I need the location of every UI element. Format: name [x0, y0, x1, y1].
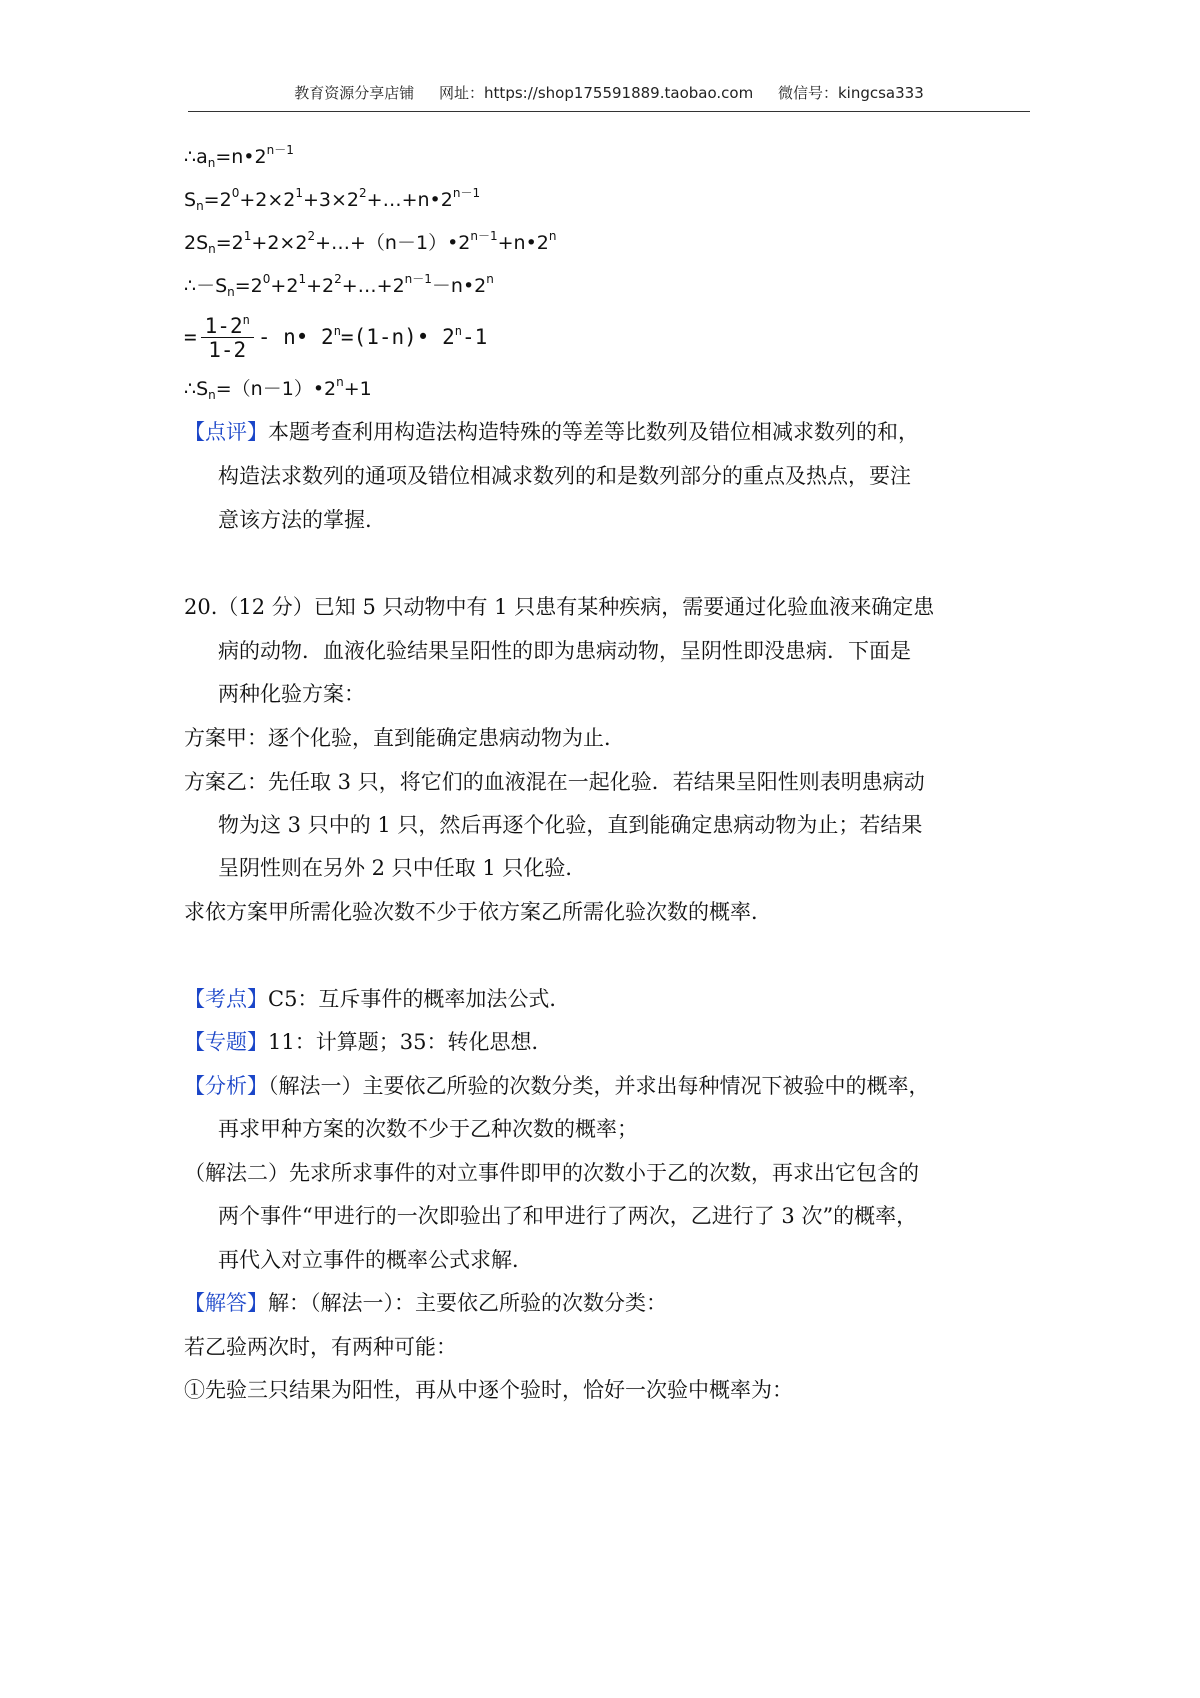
- formula-an: $\therefore a_n=n•2^{n-1}$: [184, 143, 294, 170]
- jieda-line-1: 【解答】解：（解法一）：主要依乙所验的次数分类：: [184, 1291, 667, 1315]
- fenxi-line-1: 【分析】（解法一）主要依乙所验的次数分类，并求出每种情况下被验中的概率，: [184, 1074, 930, 1098]
- plan-a: 方案甲：逐个化验，直到能确定患病动物为止．: [184, 726, 625, 750]
- comment-tag: 【点评】: [184, 420, 268, 444]
- question-20-line-2: 病的动物．血液化验结果呈阳性的即为患病动物，呈阴性即没患病．下面是: [218, 639, 911, 663]
- jieda-line-2: 若乙验两次时，有两种可能：: [184, 1335, 457, 1359]
- zhuanti-tag: 【专题】: [184, 1030, 268, 1054]
- fenxi-line-5: 再代入对立事件的概率公式求解．: [218, 1248, 533, 1272]
- formula-sn-result: $\therefore S_n=(n-1)•2^n+1$: [184, 375, 372, 402]
- wechat-id: 微信号：kingcsa333: [777, 84, 924, 102]
- kaodian-tag: 【考点】: [184, 987, 268, 1011]
- shop-url: 网址：https://shop175591889.taobao.com: [439, 84, 754, 102]
- header-divider: [188, 111, 1030, 112]
- fenxi-line-3: （解法二）先求所求事件的对立事件即甲的次数小于乙的次数，再求出它包含的: [184, 1161, 919, 1185]
- comment-line-1: 【点评】本题考查利用构造法构造特殊的等差等比数列及错位相减求数列的和，: [184, 420, 919, 444]
- formula-2sn: $2S_n=2^1+2\times 2^2+\dots+(n-1)•2^{n-1}+n•2^n$: [184, 229, 557, 256]
- formula-fraction: = $\frac{1-2^n}{1-2}$ - n• $2^n=(1-n)•$ 2$^n$-1: [184, 312, 488, 362]
- fenxi-line-2: 再求甲种方案的次数不少于乙种次数的概率；: [218, 1117, 638, 1141]
- fenxi-line-4: 两个事件“甲进行的一次即验出了和甲进行了两次，乙进行了 3 次”的概率，: [218, 1204, 918, 1228]
- comment-line-3: 意该方法的掌握.: [218, 508, 372, 532]
- formula-minus-sn: $\therefore-S_n=2^0+2^1+2^2+\dots+2^{n-1}-n•2^n$: [184, 272, 494, 299]
- plan-b-line-2: 物为这 3 只中的 1 只，然后再逐个化验，直到能确定患病动物为止；若结果: [218, 813, 923, 837]
- fenxi-tag: 【分析】: [184, 1074, 268, 1098]
- page-header: [188, 82, 1030, 103]
- question-20-line-3: 两种化验方案：: [218, 682, 365, 706]
- question-20-line-1: 20.（12 分）已知 5 只动物中有 1 只患有某种疾病，需要通过化验血液来确定患: [184, 595, 935, 619]
- formula-sn: $S_n=2^0+2\times 2^1+3\times 2^2+\dots+n•2^{n-1}$: [184, 186, 481, 213]
- shop-name: 教育资源分享店铺: [294, 84, 415, 102]
- comment-line-2: 构造法求数列的通项及错位相减求数列的和是数列部分的重点及热点，要注: [218, 464, 911, 488]
- fraction: $\frac{1-2^n}{1-2}$: [201, 315, 254, 362]
- question-ask: 求依方案甲所需化验次数不少于依方案乙所需化验次数的概率．: [184, 900, 772, 924]
- jieda-line-3: ①先验三只结果为阳性，再从中逐个验时，恰好一次验中概率为：: [184, 1378, 793, 1402]
- jieda-tag: 【解答】: [184, 1291, 268, 1315]
- plan-b-line-3: 呈阴性则在另外 2 只中任取 1 只化验．: [218, 856, 587, 880]
- zhuanti: 【专题】11：计算题；35：转化思想．: [184, 1030, 553, 1054]
- plan-b-line-1: 方案乙：先任取 3 只，将它们的血液混在一起化验．若结果呈阳性则表明患病动: [184, 770, 925, 794]
- kaodian: 【考点】C5：互斥事件的概率加法公式．: [184, 987, 571, 1011]
